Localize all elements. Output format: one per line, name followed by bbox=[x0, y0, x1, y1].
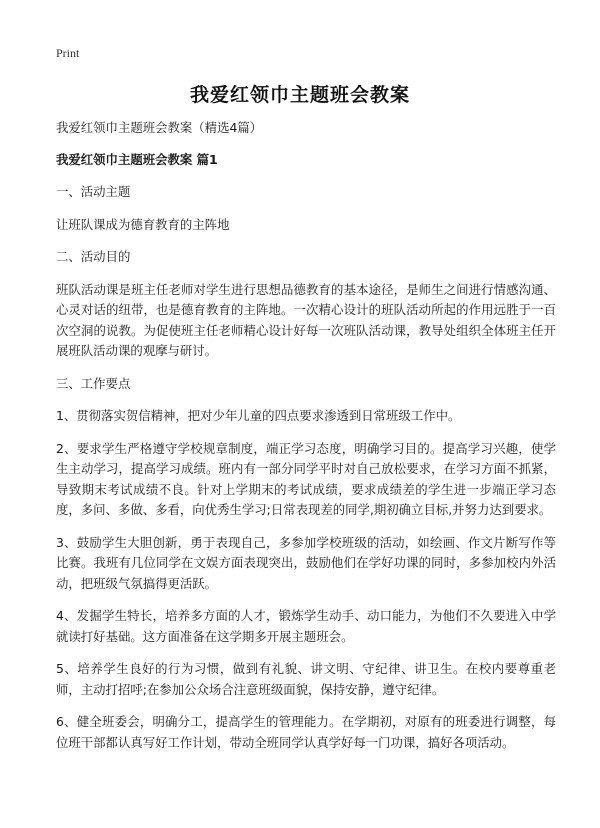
section-heading-purpose: 二、活动目的 bbox=[56, 249, 131, 264]
section-heading-theme: 一、活动主题 bbox=[56, 184, 131, 199]
document-subtitle: 我爱红领巾主题班会教案（精选4篇） bbox=[56, 120, 263, 135]
print-label: Print bbox=[56, 46, 80, 60]
document-content bbox=[56, 118, 556, 765]
key-point-item: 3、鼓励学生大胆创新，勇于表现自己，多参加学校班级的活动，如绘画、作文片断写作等比赛。我班有几位同学在文娱方面表现突出，鼓励他们在学好功课的同时，多参加校内外活动，把班级气氛搞得更活跃。 bbox=[56, 534, 556, 591]
section-body-theme: 让班队课成为德育教育的主阵地 bbox=[56, 216, 230, 232]
section-body-purpose: 班队活动课是班主任老师对学生进行思想品德教育的基本途径，是师生之间进行情感沟通、心灵对话的纽带，也是德育教育的主阵地。一次精心设计的班队活动所起的作用远胜于一百次空洞的说教。为促使班主任老师精心设计好每一次班队活动课，教导处组织全体班主任开展班队活动课的观摩与研讨。 bbox=[56, 281, 556, 358]
part-heading: 我爱红领巾主题班会教案 篇1 bbox=[56, 151, 218, 167]
key-point-item: 4、发掘学生特长，培养多方面的人才，锻炼学生动手、动口能力，为他们不久要进入中学就读打好基础。这方面准备在这学期多开展主题班会。 bbox=[56, 608, 556, 644]
key-point-item: 2、要求学生严格遵守学校规章制度，端正学习态度，明确学习目的。提高学习兴趣，使学生主动学习，提高学习成绩。班内有一部分同学平时对自己放松要求，在学习方面不抓紧，导致期末考试成绩不良。针对上学期末的考试成绩，要求成绩差的学生进一步端正学习态度，多问、多做、多看，向优秀生学习;日常表现差的同学,期初确立目标,并努力达到要求。 bbox=[56, 440, 556, 517]
section-heading-key-points: 三、工作要点 bbox=[56, 375, 131, 391]
key-point-item: 5、培养学生良好的行为习惯，做到有礼貌、讲文明、守纪律、讲卫生。在校内要尊重老师，主动打招呼;在参加公众场合注意班级面貌，保持安静，遵守纪律。 bbox=[56, 661, 556, 697]
key-point-item: 6、健全班委会，明确分工，提高学生的管理能力。在学期初，对原有的班委进行调整，每位班干部都认真写好工作计划，带动全班同学认真学好每一门功课，搞好各项活动。 bbox=[56, 714, 556, 750]
document-title: 我爱红领巾主题班会教案 bbox=[189, 84, 410, 106]
key-point-item: 1、贯彻落实贺信精神，把对少年儿童的四点要求渗透到日常班级工作中。 bbox=[56, 408, 461, 423]
